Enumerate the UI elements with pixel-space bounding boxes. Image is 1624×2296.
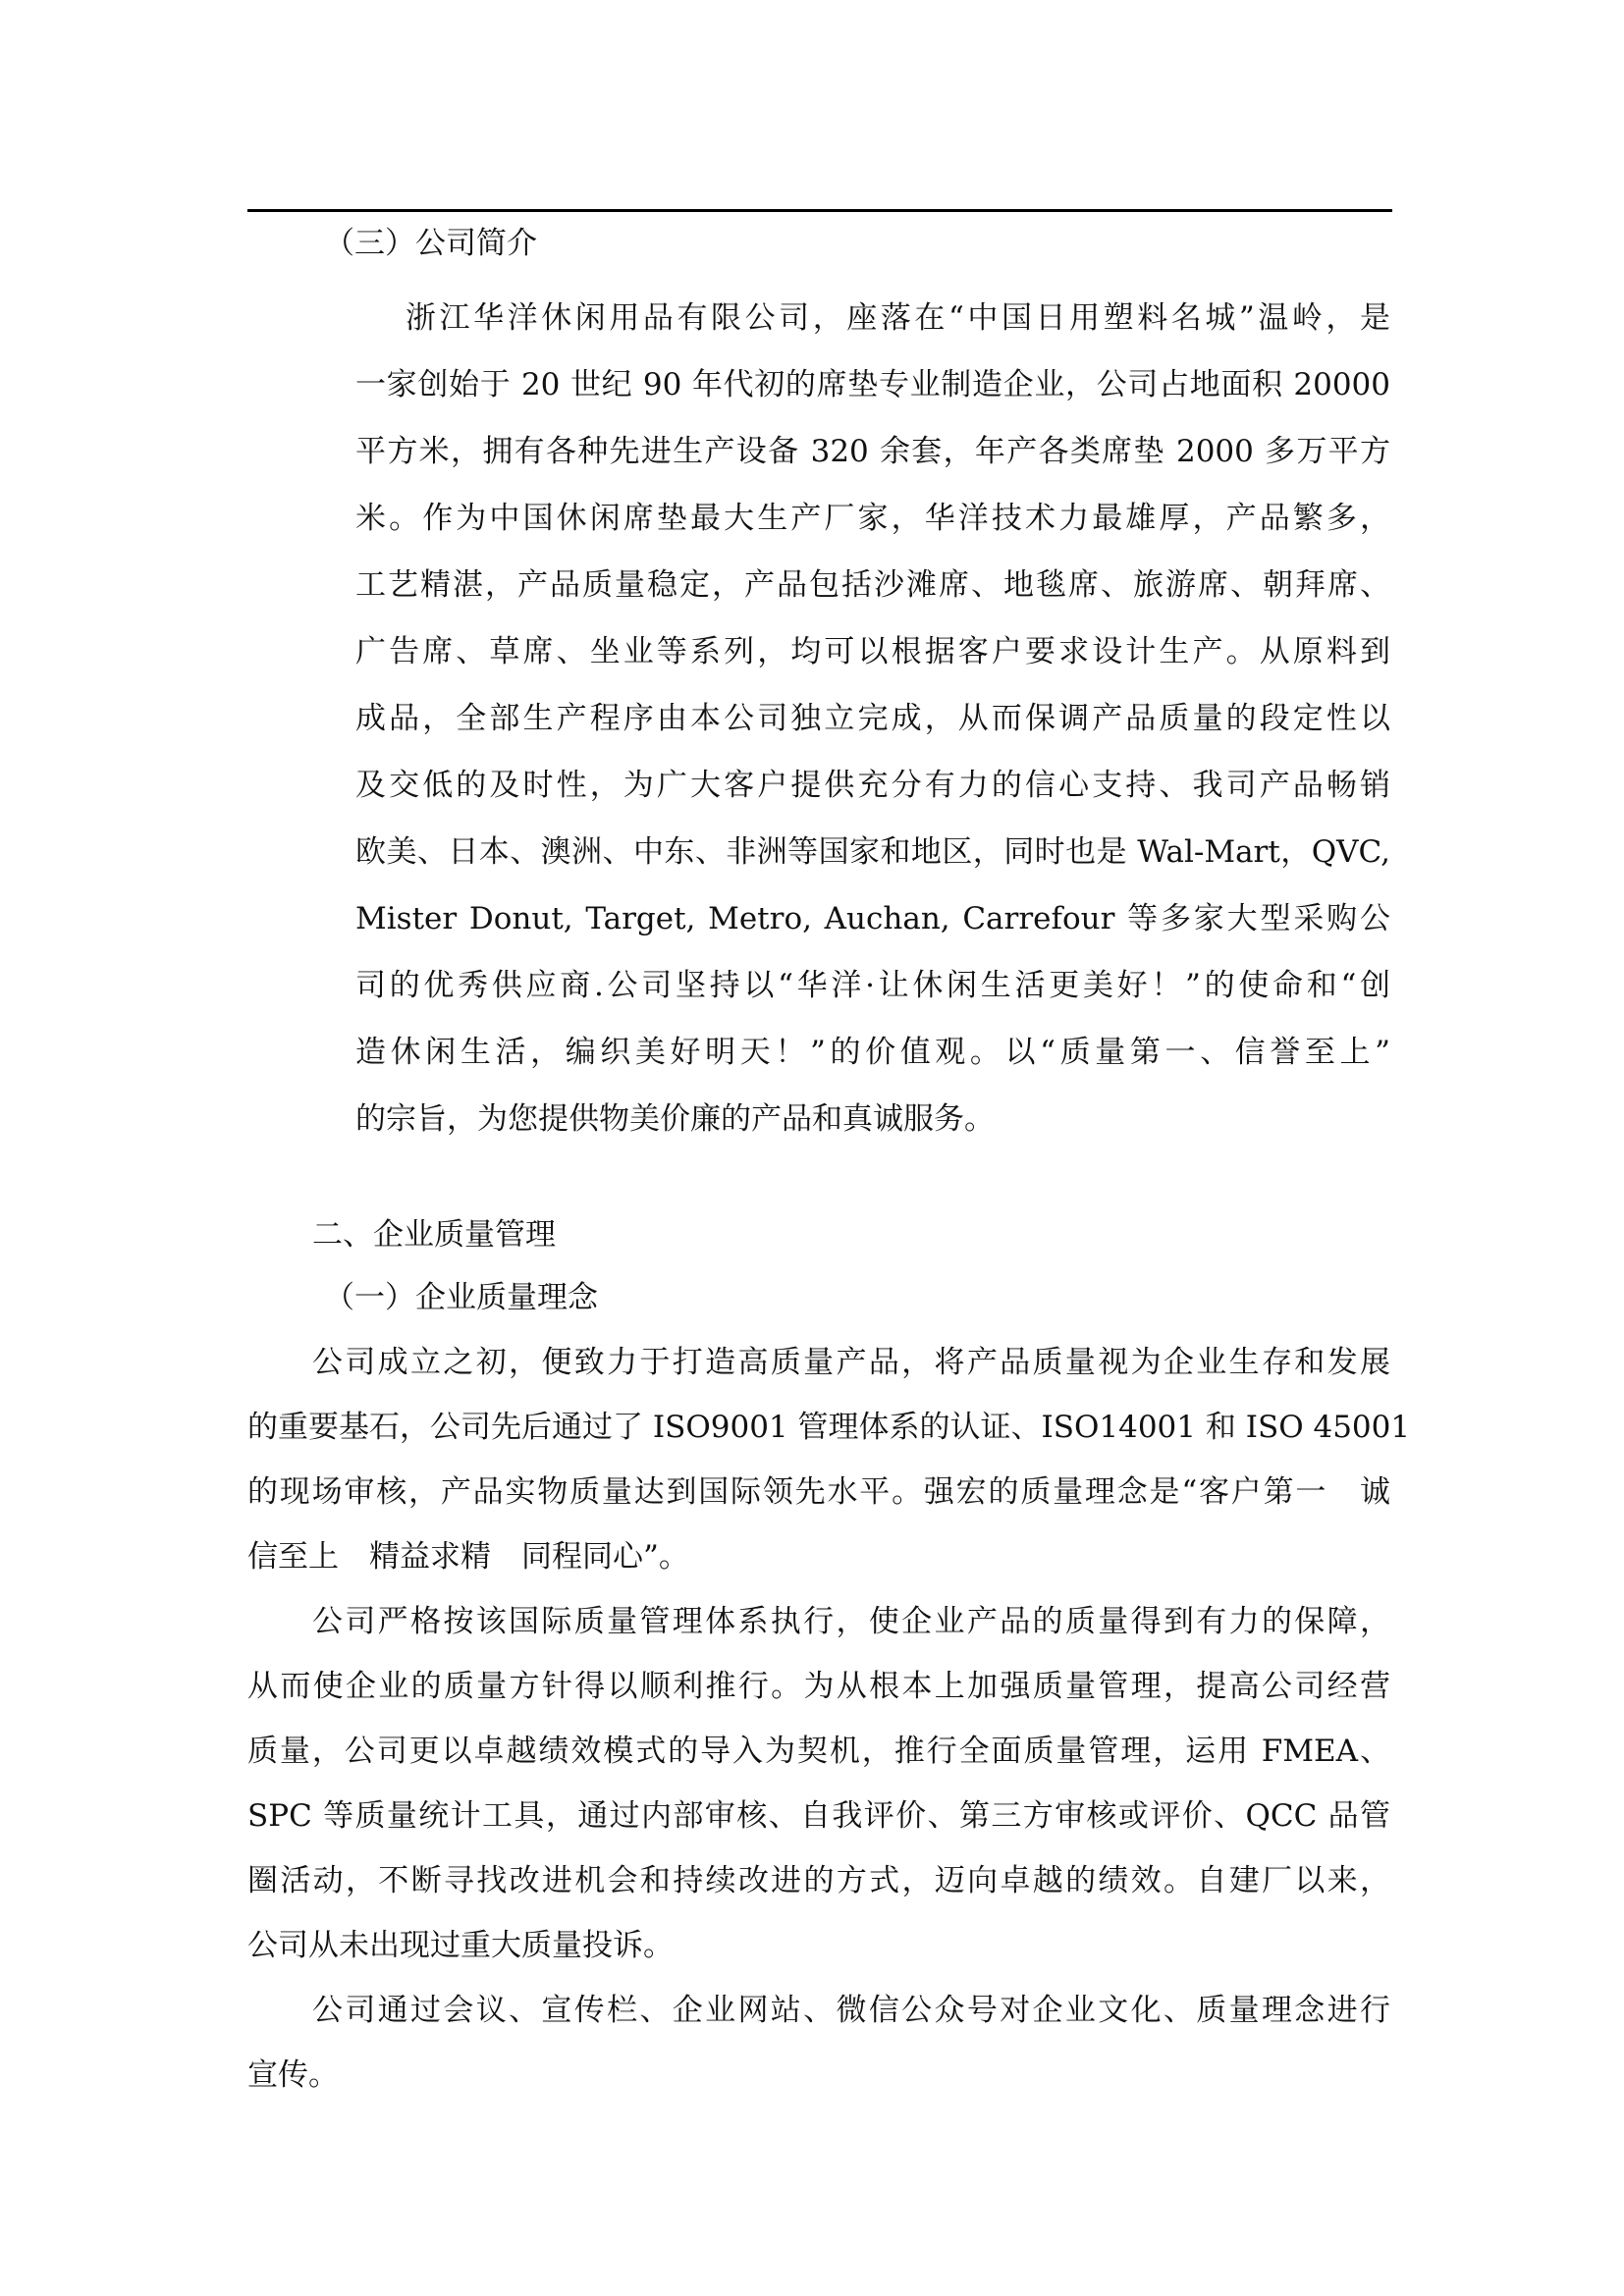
- paragraph-line: 公司通过会议、宣传栏、企业网站、微信公众号对企业文化、质量理念进行: [312, 1993, 1390, 2028]
- intro-line: 米。作为中国休闲席垫最大生产厂家，华洋技术力最雄厚，产品繁多，: [355, 501, 1390, 536]
- section-heading-quality-management: 二、企业质量管理: [312, 1217, 556, 1253]
- intro-line: 的宗旨，为您提供物美价廉的产品和真诚服务。: [355, 1101, 995, 1137]
- paragraph-line: 从而使企业的质量方针得以顺利推行。为从根本上加强质量管理，提高公司经营: [247, 1669, 1390, 1704]
- intro-line: 造休闲生活，编织美好明天！”的价值观。以“质量第一、信誉至上”: [355, 1035, 1390, 1070]
- intro-line: 及交低的及时性，为广大客户提供充分有力的信心支持、我司产品畅销: [355, 768, 1390, 803]
- paragraph-line: 圈活动，不断寻找改进机会和持续改进的方式，迈向卓越的绩效。自建厂以来，: [247, 1863, 1390, 1898]
- intro-line: 平方米，拥有各种先进生产设备 320 余套，年产各类席垫 2000 多万平方: [355, 434, 1390, 469]
- intro-line: 成品，全部生产程序由本公司独立完成，从而保调产品质量的段定性以: [355, 701, 1390, 736]
- paragraph-line: 公司严格按该国际质量管理体系执行，使企业产品的质量得到有力的保障，: [312, 1604, 1390, 1639]
- paragraph-line: 质量，公司更以卓越绩效模式的导入为契机，推行全面质量管理，运用 FMEA、: [247, 1734, 1390, 1769]
- paragraph-line: 宣传。: [247, 2057, 339, 2093]
- intro-line: 司的优秀供应商.公司坚持以“华洋·让休闲生活更美好！”的使命和“创: [355, 968, 1390, 1003]
- paragraph-line: SPC 等质量统计工具，通过内部审核、自我评价、第三方审核或评价、QCC 品管: [247, 1798, 1390, 1834]
- paragraph-line: 的现场审核，产品实物质量达到国际领先水平。强宏的质量理念是“客户第一 诚: [247, 1474, 1390, 1510]
- intro-line: 工艺精湛，产品质量稳定，产品包括沙滩席、地毯席、旅游席、朝拜席、: [355, 567, 1390, 603]
- paragraph-line: 公司从未出现过重大质量投诉。: [247, 1928, 674, 1963]
- subsection-heading-quality-philosophy: （一）企业质量理念: [324, 1280, 598, 1315]
- intro-line: Mister Donut, Target, Metro, Auchan, Carrefour 等多家大型采购公: [355, 901, 1390, 936]
- intro-line: 广告席、草席、坐业等系列，均可以根据客户要求设计生产。从原料到: [355, 634, 1390, 669]
- intro-line: 一家创始于 20 世纪 90 年代初的席垫专业制造企业，公司占地面积 20000: [355, 367, 1390, 402]
- intro-line: 浙江华洋休闲用品有限公司，座落在“中国日用塑料名城”温岭，是: [406, 300, 1390, 336]
- paragraph-line: 公司成立之初，便致力于打造高质量产品，将产品质量视为企业生存和发展: [312, 1345, 1390, 1380]
- paragraph-line: 信至上 精益求精 同程同心”。: [247, 1539, 689, 1575]
- paragraph-line: 的重要基石，公司先后通过了 ISO9001 管理体系的认证、ISO14001 和 ISO 45001: [247, 1410, 1411, 1445]
- section-heading-company-profile: （三）公司简介: [324, 226, 537, 261]
- header-rule: [247, 209, 1392, 212]
- intro-line: 欧美、日本、澳洲、中东、非洲等国家和地区，同时也是 Wal-Mart，QVC,: [355, 834, 1390, 870]
